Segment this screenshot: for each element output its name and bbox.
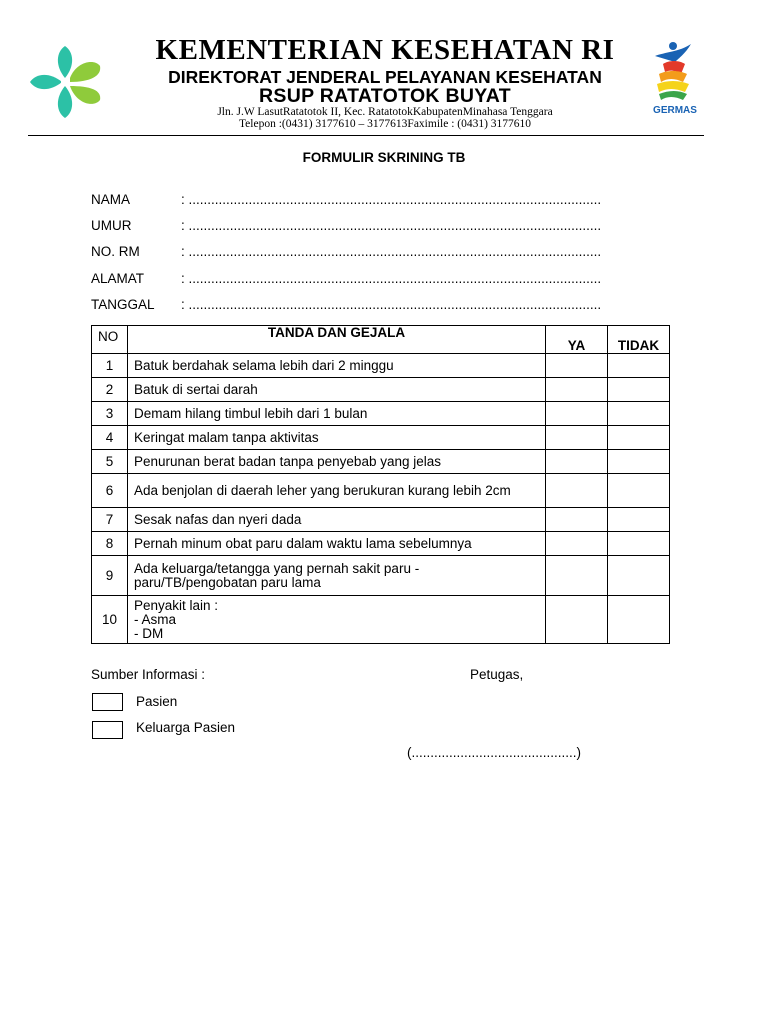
row-no: 3 [92,402,128,426]
header-sign: TANDA DAN GEJALA [128,326,546,354]
row-no: 8 [92,532,128,556]
field-fill[interactable]: : .............................................................................................................. [181,244,602,259]
ya-checkbox[interactable] [546,474,608,508]
table-row [92,426,670,450]
row-sign: Pernah minum obat paru dalam waktu lama sebelumnya [128,532,546,556]
officer-label: Petugas, [470,667,524,682]
row-no: 5 [92,450,128,474]
ya-checkbox[interactable] [546,508,608,532]
ya-checkbox[interactable] [546,354,608,378]
table-row [92,508,670,532]
tidak-checkbox[interactable] [608,596,670,644]
table-row [92,354,670,378]
ya-checkbox[interactable] [546,532,608,556]
field-fill[interactable]: : .............................................................................................................. [181,192,602,207]
option-pasien: Pasien [136,694,178,709]
hospital-address: Jln. J.W LasutRatatotok II, Kec. RatatotokKabupatenMinahasa Tenggara [217,106,553,118]
row-sign-main: Penyakit lain : [134,597,219,613]
field-no-rm[interactable] [91,244,601,259]
ya-checkbox[interactable] [546,556,608,596]
table-row [92,378,670,402]
option-keluarga: Keluarga Pasien [136,720,236,735]
keluarga-checkbox[interactable] [92,721,123,739]
field-label: NO. RM [91,244,140,259]
table-row [92,474,670,508]
table-header-row [92,326,670,354]
tidak-checkbox[interactable] [608,508,670,532]
field-nama[interactable] [91,192,601,207]
ya-checkbox[interactable] [546,402,608,426]
ya-checkbox[interactable] [546,426,608,450]
field-alamat[interactable] [91,271,601,286]
field-fill[interactable]: : .............................................................................................................. [181,218,602,233]
table-row [92,402,670,426]
row-no: 9 [92,556,128,596]
field-label: UMUR [91,218,132,233]
row-sign: Keringat malam tanpa aktivitas [128,426,546,450]
row-sign-sub: - DM [134,625,164,641]
header-rule [28,135,704,136]
hospital-phone: Telepon :(0431) 3177610 – 3177613Faximile : (0431) 3177610 [238,118,532,130]
table-row [92,596,670,644]
tidak-checkbox[interactable] [608,556,670,596]
hospital-name: RSUP RATATOTOK BUYAT [259,85,511,107]
tidak-checkbox[interactable] [608,378,670,402]
field-label: ALAMAT [91,271,145,286]
pasien-checkbox[interactable] [92,693,123,711]
ya-checkbox[interactable] [546,596,608,644]
row-sign: Demam hilang timbul lebih dari 1 bulan [128,402,546,426]
row-sign: Batuk di sertai darah [128,378,546,402]
kemenkes-logo [28,44,102,120]
ya-checkbox[interactable] [546,378,608,402]
germas-logo [645,38,705,118]
tidak-checkbox[interactable] [608,426,670,450]
tidak-checkbox[interactable] [608,532,670,556]
field-label: NAMA [91,192,131,207]
row-no: 4 [92,426,128,450]
row-sign [128,596,546,644]
row-no: 10 [92,596,128,644]
germas-label: GERMAS [653,105,697,116]
tidak-checkbox[interactable] [608,474,670,508]
row-sign: Penurunan berat badan tanpa penyebab yang jelas [128,450,546,474]
row-sign: Ada benjolan di daerah leher yang berukuran kurang lebih 2cm [128,474,546,508]
source-label: Sumber Informasi : [91,667,206,682]
signature-line[interactable]: (............................................) [407,745,582,760]
tidak-checkbox[interactable] [608,450,670,474]
field-fill[interactable]: : .............................................................................................................. [181,297,602,312]
table-row [92,556,670,596]
ya-checkbox[interactable] [546,450,608,474]
ministry-name: KEMENTERIAN KESEHATAN RI [155,34,615,66]
table-row [92,532,670,556]
row-no: 1 [92,354,128,378]
field-fill[interactable]: : .............................................................................................................. [181,271,602,286]
header-no: NO [92,326,128,354]
tidak-checkbox[interactable] [608,354,670,378]
directorate-name: DIREKTORAT JENDERAL PELAYANAN KESEHATAN [168,67,602,87]
field-label: TANGGAL [91,297,155,312]
field-tanggal[interactable] [91,297,601,312]
row-sign: Sesak nafas dan nyeri dada [128,508,546,532]
row-no: 6 [92,474,128,508]
header-tidak: TIDAK [608,326,670,354]
row-sign: Ada keluarga/tetangga yang pernah sakit paru - paru/TB/pengobatan paru lama [128,556,546,596]
field-umur[interactable] [91,218,601,233]
tidak-checkbox[interactable] [608,402,670,426]
form-title: FORMULIR SKRINING TB [302,150,466,165]
table-row [92,450,670,474]
header-ya: YA [546,326,608,354]
row-sign-sub: - Asma [134,611,177,627]
row-no: 7 [92,508,128,532]
row-sign: Batuk berdahak selama lebih dari 2 minggu [128,354,546,378]
row-no: 2 [92,378,128,402]
symptom-table [91,325,670,644]
